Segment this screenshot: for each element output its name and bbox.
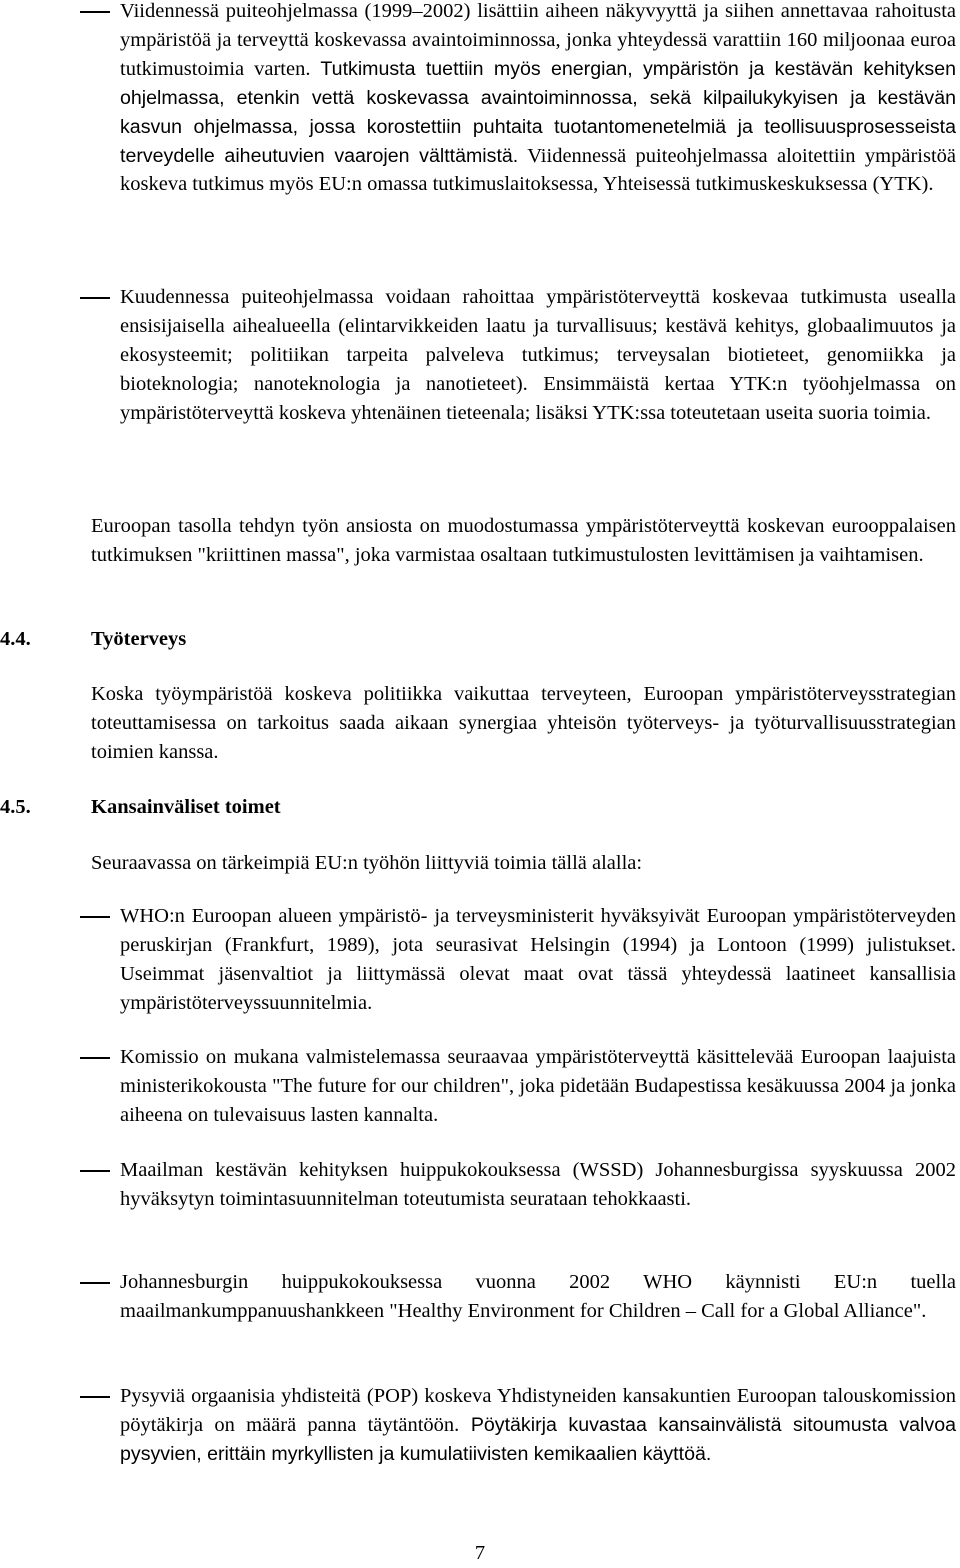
dash-bullet-icon — [79, 0, 111, 26]
list-item — [79, 1156, 956, 1214]
body-paragraph: Euroopan tasolla tehdyn työn ansiosta on muodostumassa ympäristöterveyttä koskevan eurooppalaisen tutkimuksen "kriittinen massa", joka varmistaa osaltaan tutkimustulosten levittämisen ja vaihtamisen. — [91, 515, 956, 566]
list-item-text: Viidennessä puiteohjelmassa aloitettiin ympäristöä koskeva tutkimus myös EU:n omassa tutkimuslaitoksessa, Yhteisessä tutkimuskeskuksessa (YTK). — [120, 144, 956, 196]
list-item-text: Kuudennessa puiteohjelmassa voidaan rahoittaa ympäristöterveyttä koskevaa tutkimusta usealla ensisijaisella aihealueella (elintarvikkeiden laatu ja turvallisuus; kestävä kehitys, globaalimuutos ja ekosysteemit; politiikan tarpeita palveleva tutkimus; terveysalan biotieteet, genomiikka ja bioteknologia; nanoteknologia ja nanotieteet). — [120, 286, 956, 395]
body-paragraph: Koska työympäristöä koskeva politiikka vaikuttaa terveyteen, Euroopan ympäristöterveysstrategian toteuttamisessa on tarkoitus saada aikaan synergiaa yhteisön työterveys- ja työturvallisuusstrategian toimien kanssa. — [91, 683, 956, 763]
list-item-text: Pöytäkirja kuvastaa kansainvälistä sitoumusta valvoa pysyvien, erittäin myrkyllisten ja kumulatiivisten kemikaalien käyttöä. — [120, 1413, 956, 1465]
list-item — [79, 283, 956, 428]
list-item — [79, 1382, 956, 1469]
dash-bullet-icon — [79, 283, 111, 312]
list-item — [79, 902, 956, 1018]
dash-bullet-icon — [79, 902, 111, 931]
page-number: 7 — [474, 1542, 486, 1564]
list-item-text: Pysyviä orgaanisia yhdisteitä (POP) koskeva Yhdistyneiden kansakuntien Euroopan talouskomission pöytäkirja on määrä panna täytäntöön. — [120, 1385, 956, 1436]
list-item-text: Komissio on mukana valmistelemassa seuraavaa ympäristöterveyttä käsittelevää Euroopan laajuista ministerikokousta "The future for our children", joka pidetään Budapestissa kesäkuussa 2004 ja jonka aiheena on tulevaisuus lasten kannalta. — [120, 1046, 956, 1126]
dash-bullet-icon — [79, 1156, 111, 1185]
list-item — [79, 1268, 956, 1326]
section-number: 4.4. — [0, 628, 31, 650]
dash-bullet-icon — [79, 1043, 111, 1072]
list-item-text: Johannesburgin huippukokouksessa vuonna 2002 WHO käynnisti EU:n tuella maailmankumppanuushankkeen "Healthy Environment for Children – Call for a Global Alliance". — [120, 1271, 956, 1322]
section-title: Työterveys — [91, 628, 187, 650]
list-item — [79, 0, 956, 199]
list-item-text: Tutkimusta tuettiin myös energian, ympäristön ja kestävän kehityksen ohjelmassa, etenkin vettä koskevassa avaintoiminnossa, sekä kilpailukykyisen ja kestävän kasvun ohjelmassa, jossa korostettiin puhtaita tuotantomenetelmiä ja teollisuusprosesseista terveydelle aiheutuvien vaarojen välttämistä. — [120, 57, 956, 167]
list-item-text: Maailman kestävän kehityksen huippukokouksessa (WSSD) Johannesburgissa syyskuussa 2002 hyväksytyn toimintasuunnitelman toteutumista seurataan tehokkaasti. — [120, 1159, 956, 1210]
list-item-text: Viidennessä puiteohjelmassa (1999–2002) lisättiin aiheen näkyvyyttä ja siihen annettavaa rahoitusta ympäristöä ja terveyttä koskevassa avaintoiminnossa, jonka yhteydessä varattiin 160 miljoonaa euroa tutkimustoimia varten. — [120, 0, 956, 80]
dash-bullet-icon — [79, 1268, 111, 1297]
list-item-text: Useimmat jäsenvaltiot ja liittymässä olevat maat ovat tässä yhteydessä laatineet kansallisia ympäristöterveyssuunnitelmia. — [120, 962, 956, 1014]
dash-bullet-icon — [79, 1382, 111, 1411]
section-title: Kansainväliset toimet — [91, 796, 281, 818]
list-item-text: Ensimmäistä kertaa YTK:n työohjelmassa on ympäristöterveyttä koskeva yhtenäinen tieteenala; lisäksi YTK:ssa toteutetaan useita suoria toimia. — [120, 372, 957, 424]
list-item — [79, 1043, 956, 1130]
list-item-text: WHO:n Euroopan alueen ympäristö- ja terveysministerit hyväksyivät Euroopan ympäristöterveyden peruskirjan (Frankfurt, 1989), jota seurasivat Helsingin (1994) ja Lontoon (1999) julistukset. — [120, 905, 956, 956]
body-paragraph: Seuraavassa on tärkeimpiä EU:n työhön liittyviä toimia tällä alalla: — [91, 852, 643, 874]
section-number: 4.5. — [0, 796, 31, 818]
